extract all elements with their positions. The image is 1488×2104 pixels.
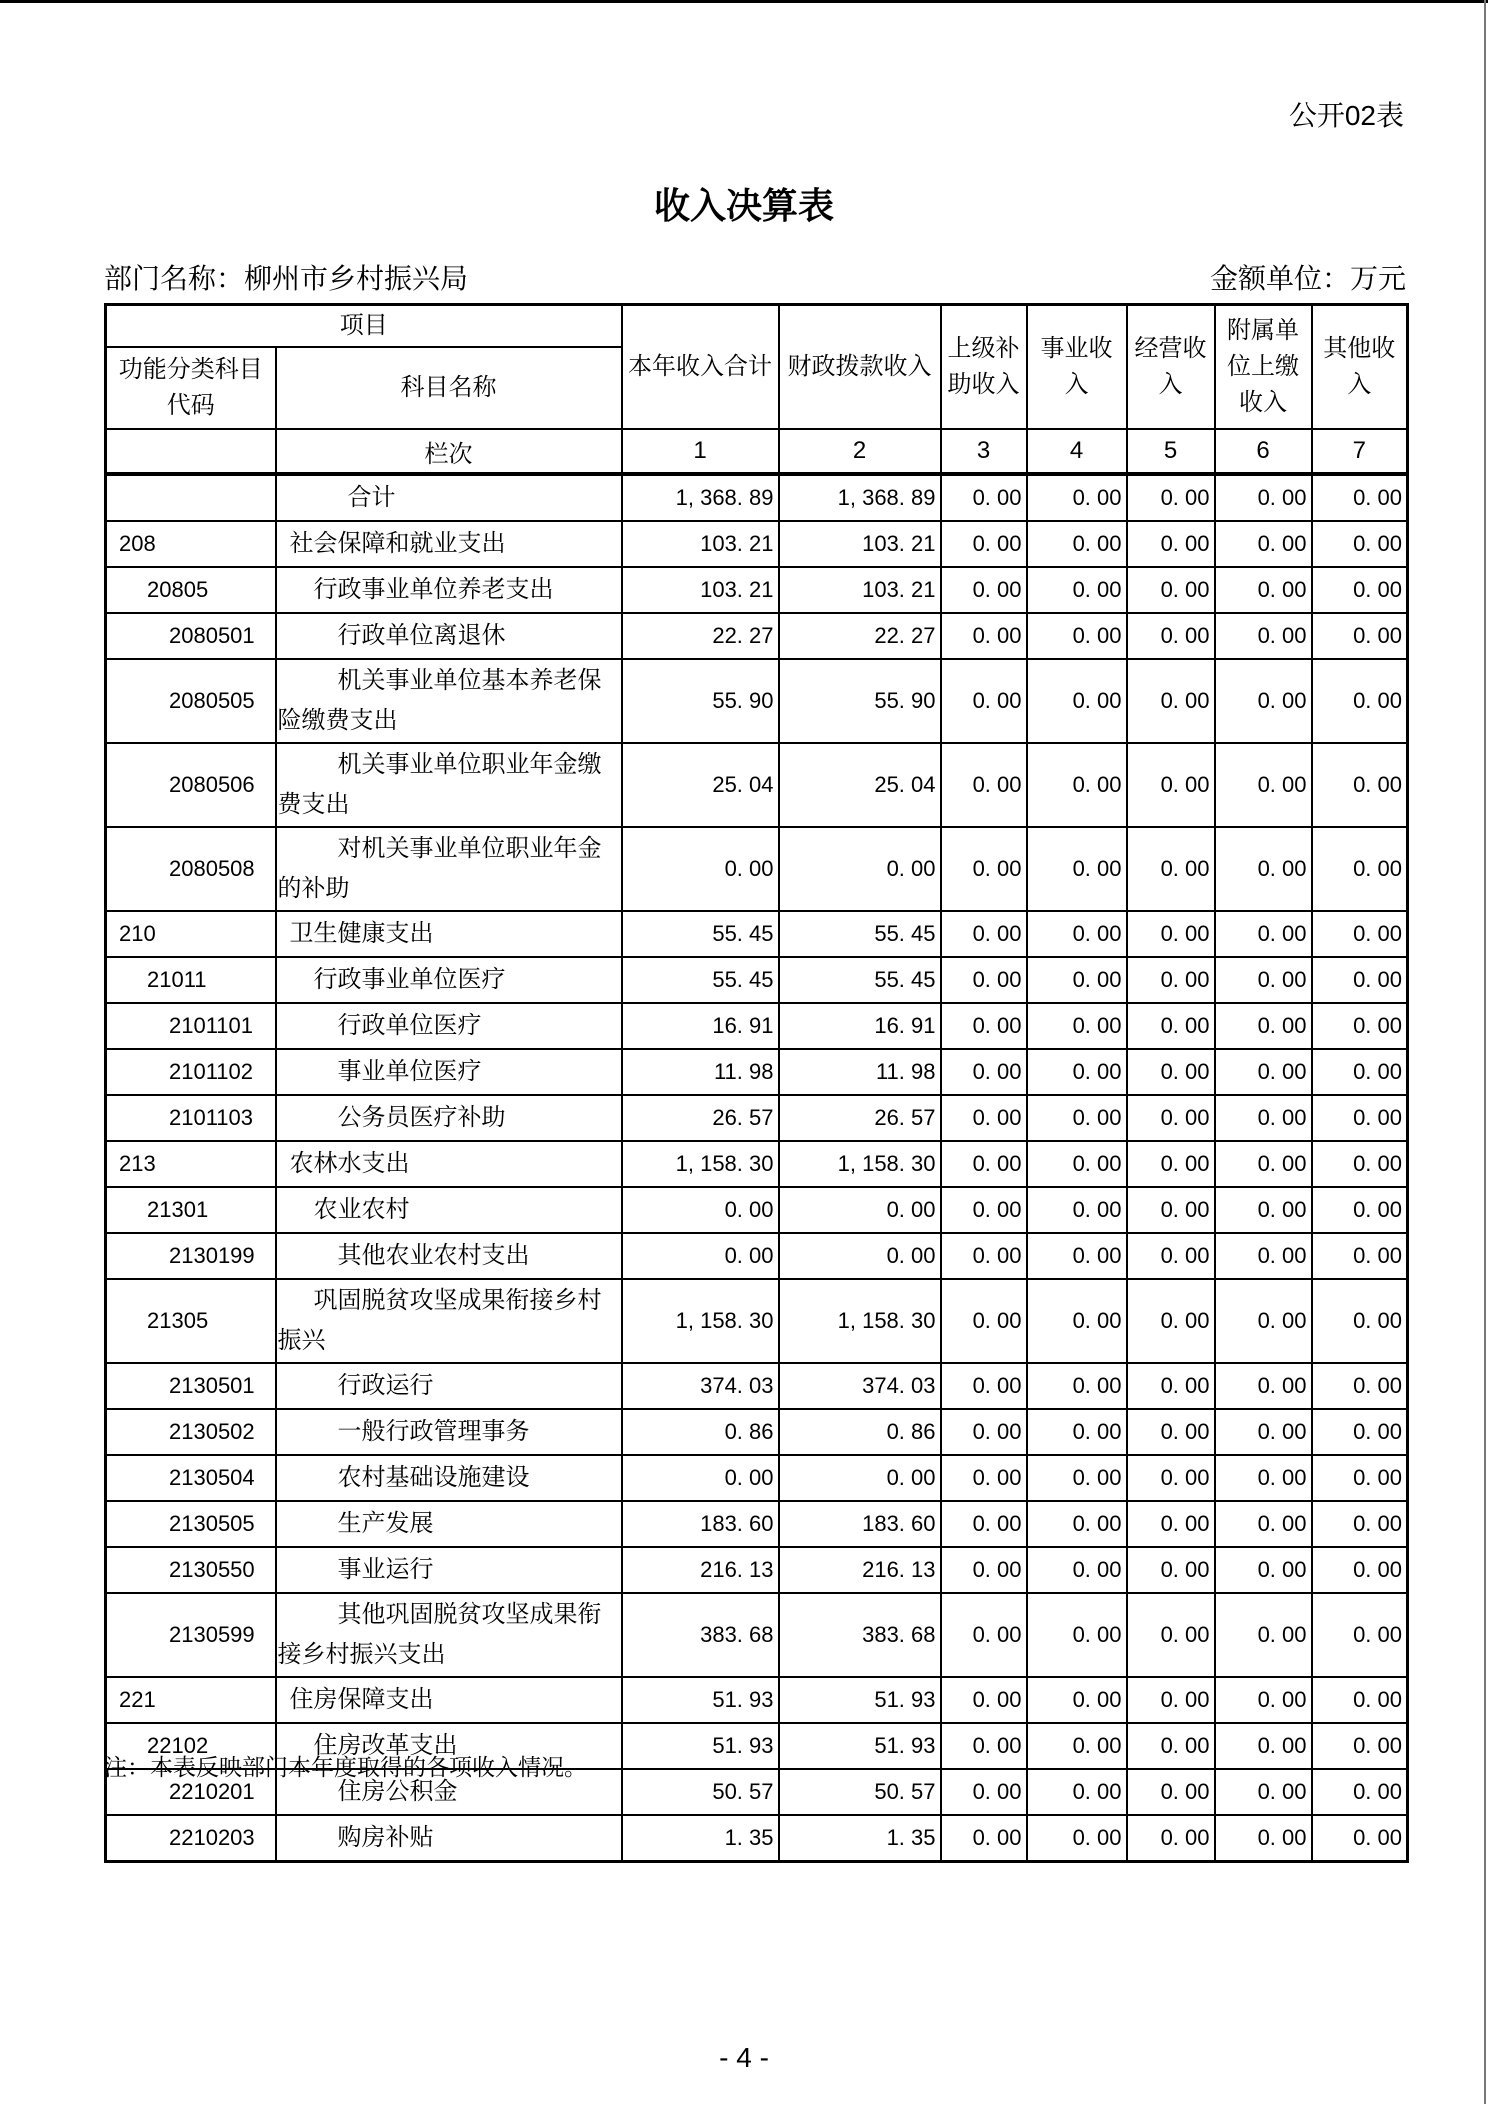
value-cell: 0. 00 <box>1027 521 1127 567</box>
value-cell: 55. 45 <box>622 911 779 957</box>
value-cell: 0. 00 <box>941 1003 1027 1049</box>
value-cell: 0. 00 <box>1312 1593 1408 1677</box>
column-index-number: 2 <box>779 429 941 474</box>
value-cell: 0. 00 <box>1027 1769 1127 1815</box>
value-cell: 0. 00 <box>1215 521 1312 567</box>
value-cell: 0. 00 <box>1312 1547 1408 1593</box>
value-cell: 0. 00 <box>1027 957 1127 1003</box>
function-code-cell: 21301 <box>106 1187 276 1233</box>
value-cell: 0. 00 <box>941 1455 1027 1501</box>
value-cell: 0. 00 <box>941 1769 1027 1815</box>
value-cell: 0. 00 <box>1312 1363 1408 1409</box>
table-row <box>106 827 1408 911</box>
subject-name-cell: 行政事业单位养老支出 <box>276 567 622 613</box>
subject-name-cell: 其他农业农村支出 <box>276 1233 622 1279</box>
subject-name-cell: 农林水支出 <box>276 1141 622 1187</box>
value-cell: 0. 00 <box>1127 911 1215 957</box>
value-cell: 0. 00 <box>779 1187 941 1233</box>
value-cell: 0. 00 <box>941 567 1027 613</box>
subject-name-cell: 一般行政管理事务 <box>276 1409 622 1455</box>
table-row <box>106 1363 1408 1409</box>
value-cell: 0. 00 <box>1312 659 1408 743</box>
value-cell: 0. 00 <box>1312 1003 1408 1049</box>
table-row <box>106 567 1408 613</box>
value-cell: 0. 00 <box>1215 1003 1312 1049</box>
value-cell: 0. 00 <box>1215 1279 1312 1363</box>
table-row <box>106 659 1408 743</box>
value-cell: 0. 00 <box>1312 613 1408 659</box>
subject-name-cell: 生产发展 <box>276 1501 622 1547</box>
table-row <box>106 1003 1408 1049</box>
value-cell: 0. 00 <box>1312 1455 1408 1501</box>
value-cell: 0. 00 <box>1215 1501 1312 1547</box>
value-cell: 0. 00 <box>1027 1363 1127 1409</box>
table-row <box>106 1233 1408 1279</box>
value-cell: 0. 00 <box>1027 1279 1127 1363</box>
scan-edge-top <box>0 0 1488 3</box>
table-row <box>106 1815 1408 1862</box>
table-row <box>106 1279 1408 1363</box>
value-cell: 0. 00 <box>1027 911 1127 957</box>
header-project: 项目 <box>106 305 622 348</box>
table-row <box>106 957 1408 1003</box>
value-cell: 0. 00 <box>941 1815 1027 1862</box>
table-row <box>106 1547 1408 1593</box>
value-cell: 183. 60 <box>622 1501 779 1547</box>
function-code-cell: 2130505 <box>106 1501 276 1547</box>
subject-name-cell: 农村基础设施建设 <box>276 1455 622 1501</box>
value-cell: 0. 00 <box>1127 1003 1215 1049</box>
value-cell: 0. 00 <box>941 957 1027 1003</box>
value-cell: 0. 00 <box>1312 1279 1408 1363</box>
value-cell: 11. 98 <box>779 1049 941 1095</box>
table-row <box>106 1501 1408 1547</box>
header-subject-name: 科目名称 <box>276 347 622 429</box>
subject-name-cell: 对机关事业单位职业年金的补助 <box>276 827 622 911</box>
subject-name-cell: 合计 <box>276 474 622 521</box>
value-cell: 0. 00 <box>1127 474 1215 521</box>
subject-name-cell: 巩固脱贫攻坚成果衔接乡村振兴 <box>276 1279 622 1363</box>
value-cell: 0. 00 <box>941 1049 1027 1095</box>
value-cell: 0. 00 <box>941 1233 1027 1279</box>
value-cell: 0. 00 <box>1127 1723 1215 1769</box>
value-cell: 0. 00 <box>1215 1815 1312 1862</box>
value-cell: 0. 00 <box>1312 474 1408 521</box>
value-cell: 55. 45 <box>622 957 779 1003</box>
value-cell: 50. 57 <box>779 1769 941 1815</box>
function-code-cell: 2101103 <box>106 1095 276 1141</box>
value-cell: 0. 00 <box>941 1547 1027 1593</box>
value-cell: 1, 368. 89 <box>622 474 779 521</box>
value-cell: 0. 00 <box>1215 1677 1312 1723</box>
function-code-cell: 2130502 <box>106 1409 276 1455</box>
value-cell: 0. 00 <box>1127 1815 1215 1862</box>
table-row <box>106 743 1408 827</box>
table-row <box>106 1409 1408 1455</box>
value-cell: 0. 00 <box>1027 1409 1127 1455</box>
value-cell: 0. 00 <box>1027 1187 1127 1233</box>
value-cell: 0. 00 <box>1027 743 1127 827</box>
function-code-cell: 2130199 <box>106 1233 276 1279</box>
value-cell: 0. 00 <box>1027 1593 1127 1677</box>
subject-name-cell: 机关事业单位职业年金缴费支出 <box>276 743 622 827</box>
subject-name-cell: 住房改革支出 <box>276 1723 622 1769</box>
value-cell: 0. 00 <box>941 1593 1027 1677</box>
value-cell: 0. 00 <box>1127 1677 1215 1723</box>
column-index-label: 栏次 <box>276 429 622 474</box>
function-code-cell: 213 <box>106 1141 276 1187</box>
value-cell: 0. 00 <box>1312 1049 1408 1095</box>
value-cell: 374. 03 <box>779 1363 941 1409</box>
value-cell: 0. 00 <box>941 1141 1027 1187</box>
function-code-cell: 22102 <box>106 1723 276 1769</box>
table-row <box>106 474 1408 521</box>
value-cell: 0. 00 <box>941 1501 1027 1547</box>
subject-name-cell: 行政事业单位医疗 <box>276 957 622 1003</box>
value-cell: 0. 00 <box>1127 521 1215 567</box>
value-cell: 0. 00 <box>622 1233 779 1279</box>
value-cell: 51. 93 <box>779 1677 941 1723</box>
value-cell: 0. 00 <box>1215 957 1312 1003</box>
value-cell: 0. 00 <box>941 1723 1027 1769</box>
value-cell: 0. 00 <box>1127 1049 1215 1095</box>
subject-name-cell: 公务员医疗补助 <box>276 1095 622 1141</box>
column-index-number: 1 <box>622 429 779 474</box>
value-cell: 0. 00 <box>1312 1677 1408 1723</box>
value-cell: 216. 13 <box>779 1547 941 1593</box>
value-cell: 0. 00 <box>1027 1141 1127 1187</box>
value-cell: 0. 00 <box>941 1677 1027 1723</box>
value-cell: 183. 60 <box>779 1501 941 1547</box>
value-cell: 0. 00 <box>1312 521 1408 567</box>
function-code-cell: 2210201 <box>106 1769 276 1815</box>
value-cell: 0. 00 <box>1312 1233 1408 1279</box>
value-cell: 216. 13 <box>622 1547 779 1593</box>
value-cell: 0. 00 <box>1312 567 1408 613</box>
subject-name-cell: 购房补贴 <box>276 1815 622 1862</box>
value-cell: 0. 00 <box>1027 1095 1127 1141</box>
value-cell: 0. 00 <box>1027 827 1127 911</box>
value-cell: 22. 27 <box>779 613 941 659</box>
value-cell: 0. 00 <box>1127 1455 1215 1501</box>
value-cell: 0. 00 <box>1215 1547 1312 1593</box>
subject-name-cell: 社会保障和就业支出 <box>276 521 622 567</box>
function-code-cell: 2130599 <box>106 1593 276 1677</box>
header-row-project <box>106 305 1408 348</box>
value-cell: 0. 00 <box>1127 1593 1215 1677</box>
value-cell: 0. 00 <box>1027 659 1127 743</box>
value-cell: 0. 00 <box>1215 1187 1312 1233</box>
value-cell: 0. 00 <box>1127 613 1215 659</box>
header-col-business-income: 经营收入 <box>1127 305 1215 430</box>
value-cell: 0. 00 <box>1215 1593 1312 1677</box>
value-cell: 0. 00 <box>941 521 1027 567</box>
value-cell: 0. 00 <box>1027 474 1127 521</box>
value-cell: 0. 86 <box>622 1409 779 1455</box>
value-cell: 0. 00 <box>1027 1233 1127 1279</box>
value-cell: 0. 00 <box>941 1363 1027 1409</box>
value-cell: 0. 00 <box>1027 567 1127 613</box>
value-cell: 55. 90 <box>622 659 779 743</box>
subject-name-cell: 其他巩固脱贫攻坚成果衔接乡村振兴支出 <box>276 1593 622 1677</box>
value-cell: 0. 00 <box>1312 1095 1408 1141</box>
value-cell: 0. 00 <box>1127 1501 1215 1547</box>
value-cell: 0. 00 <box>1127 1363 1215 1409</box>
value-cell: 103. 21 <box>779 567 941 613</box>
value-cell: 0. 00 <box>941 1095 1027 1141</box>
column-index-row <box>106 429 1408 474</box>
function-code-cell: 21305 <box>106 1279 276 1363</box>
value-cell: 55. 90 <box>779 659 941 743</box>
value-cell: 1, 368. 89 <box>779 474 941 521</box>
function-code-cell: 2130501 <box>106 1363 276 1409</box>
value-cell: 0. 00 <box>1215 1455 1312 1501</box>
table-row <box>106 1141 1408 1187</box>
value-cell: 0. 00 <box>1312 1815 1408 1862</box>
value-cell: 51. 93 <box>779 1723 941 1769</box>
value-cell: 0. 00 <box>941 474 1027 521</box>
income-table-body <box>106 474 1408 1862</box>
value-cell: 103. 21 <box>622 567 779 613</box>
value-cell: 0. 00 <box>941 659 1027 743</box>
value-cell: 0. 00 <box>1127 827 1215 911</box>
header-col-other-income: 其他收入 <box>1312 305 1408 430</box>
value-cell: 0. 00 <box>1127 1095 1215 1141</box>
function-code-cell: 2080506 <box>106 743 276 827</box>
table-row <box>106 521 1408 567</box>
table-row <box>106 911 1408 957</box>
value-cell: 0. 00 <box>1127 1187 1215 1233</box>
value-cell: 0. 00 <box>1027 1723 1127 1769</box>
header-col-fiscal-appropriation: 财政拨款收入 <box>779 305 941 430</box>
value-cell: 0. 00 <box>1027 1003 1127 1049</box>
value-cell: 0. 00 <box>1312 827 1408 911</box>
doc-sheet-label: 公开02表 <box>1288 100 1404 131</box>
value-cell: 0. 00 <box>1127 1141 1215 1187</box>
value-cell: 0. 00 <box>1127 659 1215 743</box>
page-title: 收入决算表 <box>653 185 834 226</box>
table-row <box>106 1095 1408 1141</box>
value-cell: 103. 21 <box>622 521 779 567</box>
value-cell: 0. 00 <box>941 613 1027 659</box>
function-code-cell: 2080505 <box>106 659 276 743</box>
value-cell: 55. 45 <box>779 911 941 957</box>
column-index-number: 3 <box>941 429 1027 474</box>
value-cell: 0. 00 <box>941 1409 1027 1455</box>
subject-name-cell: 事业单位医疗 <box>276 1049 622 1095</box>
value-cell: 0. 00 <box>1127 957 1215 1003</box>
function-code-cell: 2101102 <box>106 1049 276 1095</box>
function-code-cell: 2080508 <box>106 827 276 911</box>
value-cell: 0. 00 <box>1215 567 1312 613</box>
value-cell: 0. 00 <box>1215 613 1312 659</box>
table-row <box>106 1455 1408 1501</box>
value-cell: 0. 00 <box>1215 1095 1312 1141</box>
table-row <box>106 613 1408 659</box>
value-cell: 0. 00 <box>941 827 1027 911</box>
value-cell: 0. 00 <box>1127 1409 1215 1455</box>
function-code-cell: 2101101 <box>106 1003 276 1049</box>
column-index-number: 5 <box>1127 429 1215 474</box>
table-note: 注：本表反映部门本年度取得的各项收入情况。 <box>104 1754 587 1780</box>
value-cell: 0. 00 <box>1027 1815 1127 1862</box>
function-code-cell: 2130550 <box>106 1547 276 1593</box>
value-cell: 0. 00 <box>1312 1501 1408 1547</box>
value-cell: 0. 00 <box>1127 1233 1215 1279</box>
value-cell: 0. 00 <box>1215 1049 1312 1095</box>
value-cell: 11. 98 <box>622 1049 779 1095</box>
value-cell: 0. 00 <box>1215 1233 1312 1279</box>
value-cell: 1, 158. 30 <box>622 1141 779 1187</box>
value-cell: 0. 00 <box>779 827 941 911</box>
value-cell: 0. 00 <box>941 1187 1027 1233</box>
value-cell: 0. 00 <box>1215 474 1312 521</box>
page-number: - 4 - <box>719 2042 769 2073</box>
value-cell: 0. 00 <box>622 827 779 911</box>
subject-name-cell: 卫生健康支出 <box>276 911 622 957</box>
value-cell: 26. 57 <box>779 1095 941 1141</box>
value-cell: 0. 00 <box>1027 1547 1127 1593</box>
column-index-number: 7 <box>1312 429 1408 474</box>
column-index-empty-cell <box>106 429 276 474</box>
table-row <box>106 1049 1408 1095</box>
value-cell: 374. 03 <box>622 1363 779 1409</box>
function-code-cell: 21011 <box>106 957 276 1003</box>
subject-name-cell: 行政单位离退休 <box>276 613 622 659</box>
value-cell: 0. 00 <box>1215 1409 1312 1455</box>
value-cell: 1. 35 <box>622 1815 779 1862</box>
table-row <box>106 1677 1408 1723</box>
value-cell: 0. 00 <box>1215 827 1312 911</box>
value-cell: 1, 158. 30 <box>622 1279 779 1363</box>
function-code-cell: 208 <box>106 521 276 567</box>
value-cell: 51. 93 <box>622 1677 779 1723</box>
value-cell: 1. 35 <box>779 1815 941 1862</box>
header-col-subordinate-remittance: 附属单位上缴收入 <box>1215 305 1312 430</box>
value-cell: 0. 00 <box>1215 1769 1312 1815</box>
table-row <box>106 1187 1408 1233</box>
value-cell: 0. 00 <box>1312 1769 1408 1815</box>
function-code-cell: 2080501 <box>106 613 276 659</box>
value-cell: 0. 00 <box>1312 1141 1408 1187</box>
value-cell: 0. 00 <box>1215 1723 1312 1769</box>
value-cell: 0. 00 <box>622 1455 779 1501</box>
value-cell: 25. 04 <box>779 743 941 827</box>
value-cell: 1, 158. 30 <box>779 1279 941 1363</box>
department-name-label: 部门名称：柳州市乡村振兴局 <box>104 263 469 294</box>
value-cell: 103. 21 <box>779 521 941 567</box>
value-cell: 0. 00 <box>779 1455 941 1501</box>
function-code-cell <box>106 474 276 521</box>
value-cell: 0. 00 <box>1215 659 1312 743</box>
header-function-code: 功能分类科目代码 <box>106 347 276 429</box>
value-cell: 0. 00 <box>1127 1769 1215 1815</box>
value-cell: 0. 00 <box>1312 957 1408 1003</box>
value-cell: 0. 00 <box>1215 743 1312 827</box>
value-cell: 0. 00 <box>941 911 1027 957</box>
income-table <box>104 303 1409 1863</box>
value-cell: 0. 00 <box>1312 743 1408 827</box>
value-cell: 0. 00 <box>1312 1723 1408 1769</box>
column-index-number: 4 <box>1027 429 1127 474</box>
value-cell: 26. 57 <box>622 1095 779 1141</box>
subject-name-cell: 行政运行 <box>276 1363 622 1409</box>
value-cell: 50. 57 <box>622 1769 779 1815</box>
header-col-superior-subsidy: 上级补助收入 <box>941 305 1027 430</box>
value-cell: 0. 00 <box>1127 1547 1215 1593</box>
value-cell: 0. 00 <box>1215 911 1312 957</box>
value-cell: 0. 00 <box>1027 1455 1127 1501</box>
value-cell: 383. 68 <box>779 1593 941 1677</box>
value-cell: 0. 00 <box>779 1233 941 1279</box>
function-code-cell: 20805 <box>106 567 276 613</box>
value-cell: 0. 00 <box>1027 1049 1127 1095</box>
subject-name-cell: 事业运行 <box>276 1547 622 1593</box>
subject-name-cell: 机关事业单位基本养老保险缴费支出 <box>276 659 622 743</box>
value-cell: 51. 93 <box>622 1723 779 1769</box>
function-code-cell: 221 <box>106 1677 276 1723</box>
value-cell: 0. 00 <box>1312 911 1408 957</box>
value-cell: 0. 00 <box>1215 1363 1312 1409</box>
value-cell: 16. 91 <box>622 1003 779 1049</box>
value-cell: 0. 00 <box>1127 743 1215 827</box>
subject-name-cell: 住房保障支出 <box>276 1677 622 1723</box>
table-row <box>106 1593 1408 1677</box>
header-col-operating-income: 事业收入 <box>1027 305 1127 430</box>
value-cell: 0. 00 <box>1127 567 1215 613</box>
value-cell: 0. 00 <box>1027 1501 1127 1547</box>
subject-name-cell: 农业农村 <box>276 1187 622 1233</box>
meta-row <box>104 262 1406 296</box>
value-cell: 16. 91 <box>779 1003 941 1049</box>
function-code-cell: 2210203 <box>106 1815 276 1862</box>
header-col-current-year-total: 本年收入合计 <box>622 305 779 430</box>
value-cell: 55. 45 <box>779 957 941 1003</box>
scan-edge-right <box>1484 0 1486 2104</box>
amount-unit-label: 金额单位：万元 <box>1209 263 1406 294</box>
value-cell: 0. 00 <box>1027 613 1127 659</box>
income-table-header <box>106 305 1408 475</box>
value-cell: 383. 68 <box>622 1593 779 1677</box>
value-cell: 22. 27 <box>622 613 779 659</box>
subject-name-cell: 住房公积金 <box>276 1769 622 1815</box>
value-cell: 0. 00 <box>1027 1677 1127 1723</box>
value-cell: 0. 86 <box>779 1409 941 1455</box>
function-code-cell: 210 <box>106 911 276 957</box>
value-cell: 1, 158. 30 <box>779 1141 941 1187</box>
column-index-number: 6 <box>1215 429 1312 474</box>
function-code-cell: 2130504 <box>106 1455 276 1501</box>
value-cell: 0. 00 <box>1312 1187 1408 1233</box>
value-cell: 25. 04 <box>622 743 779 827</box>
subject-name-cell: 行政单位医疗 <box>276 1003 622 1049</box>
value-cell: 0. 00 <box>1127 1279 1215 1363</box>
value-cell: 0. 00 <box>1312 1409 1408 1455</box>
value-cell: 0. 00 <box>622 1187 779 1233</box>
value-cell: 0. 00 <box>941 1279 1027 1363</box>
value-cell: 0. 00 <box>941 743 1027 827</box>
value-cell: 0. 00 <box>1215 1141 1312 1187</box>
